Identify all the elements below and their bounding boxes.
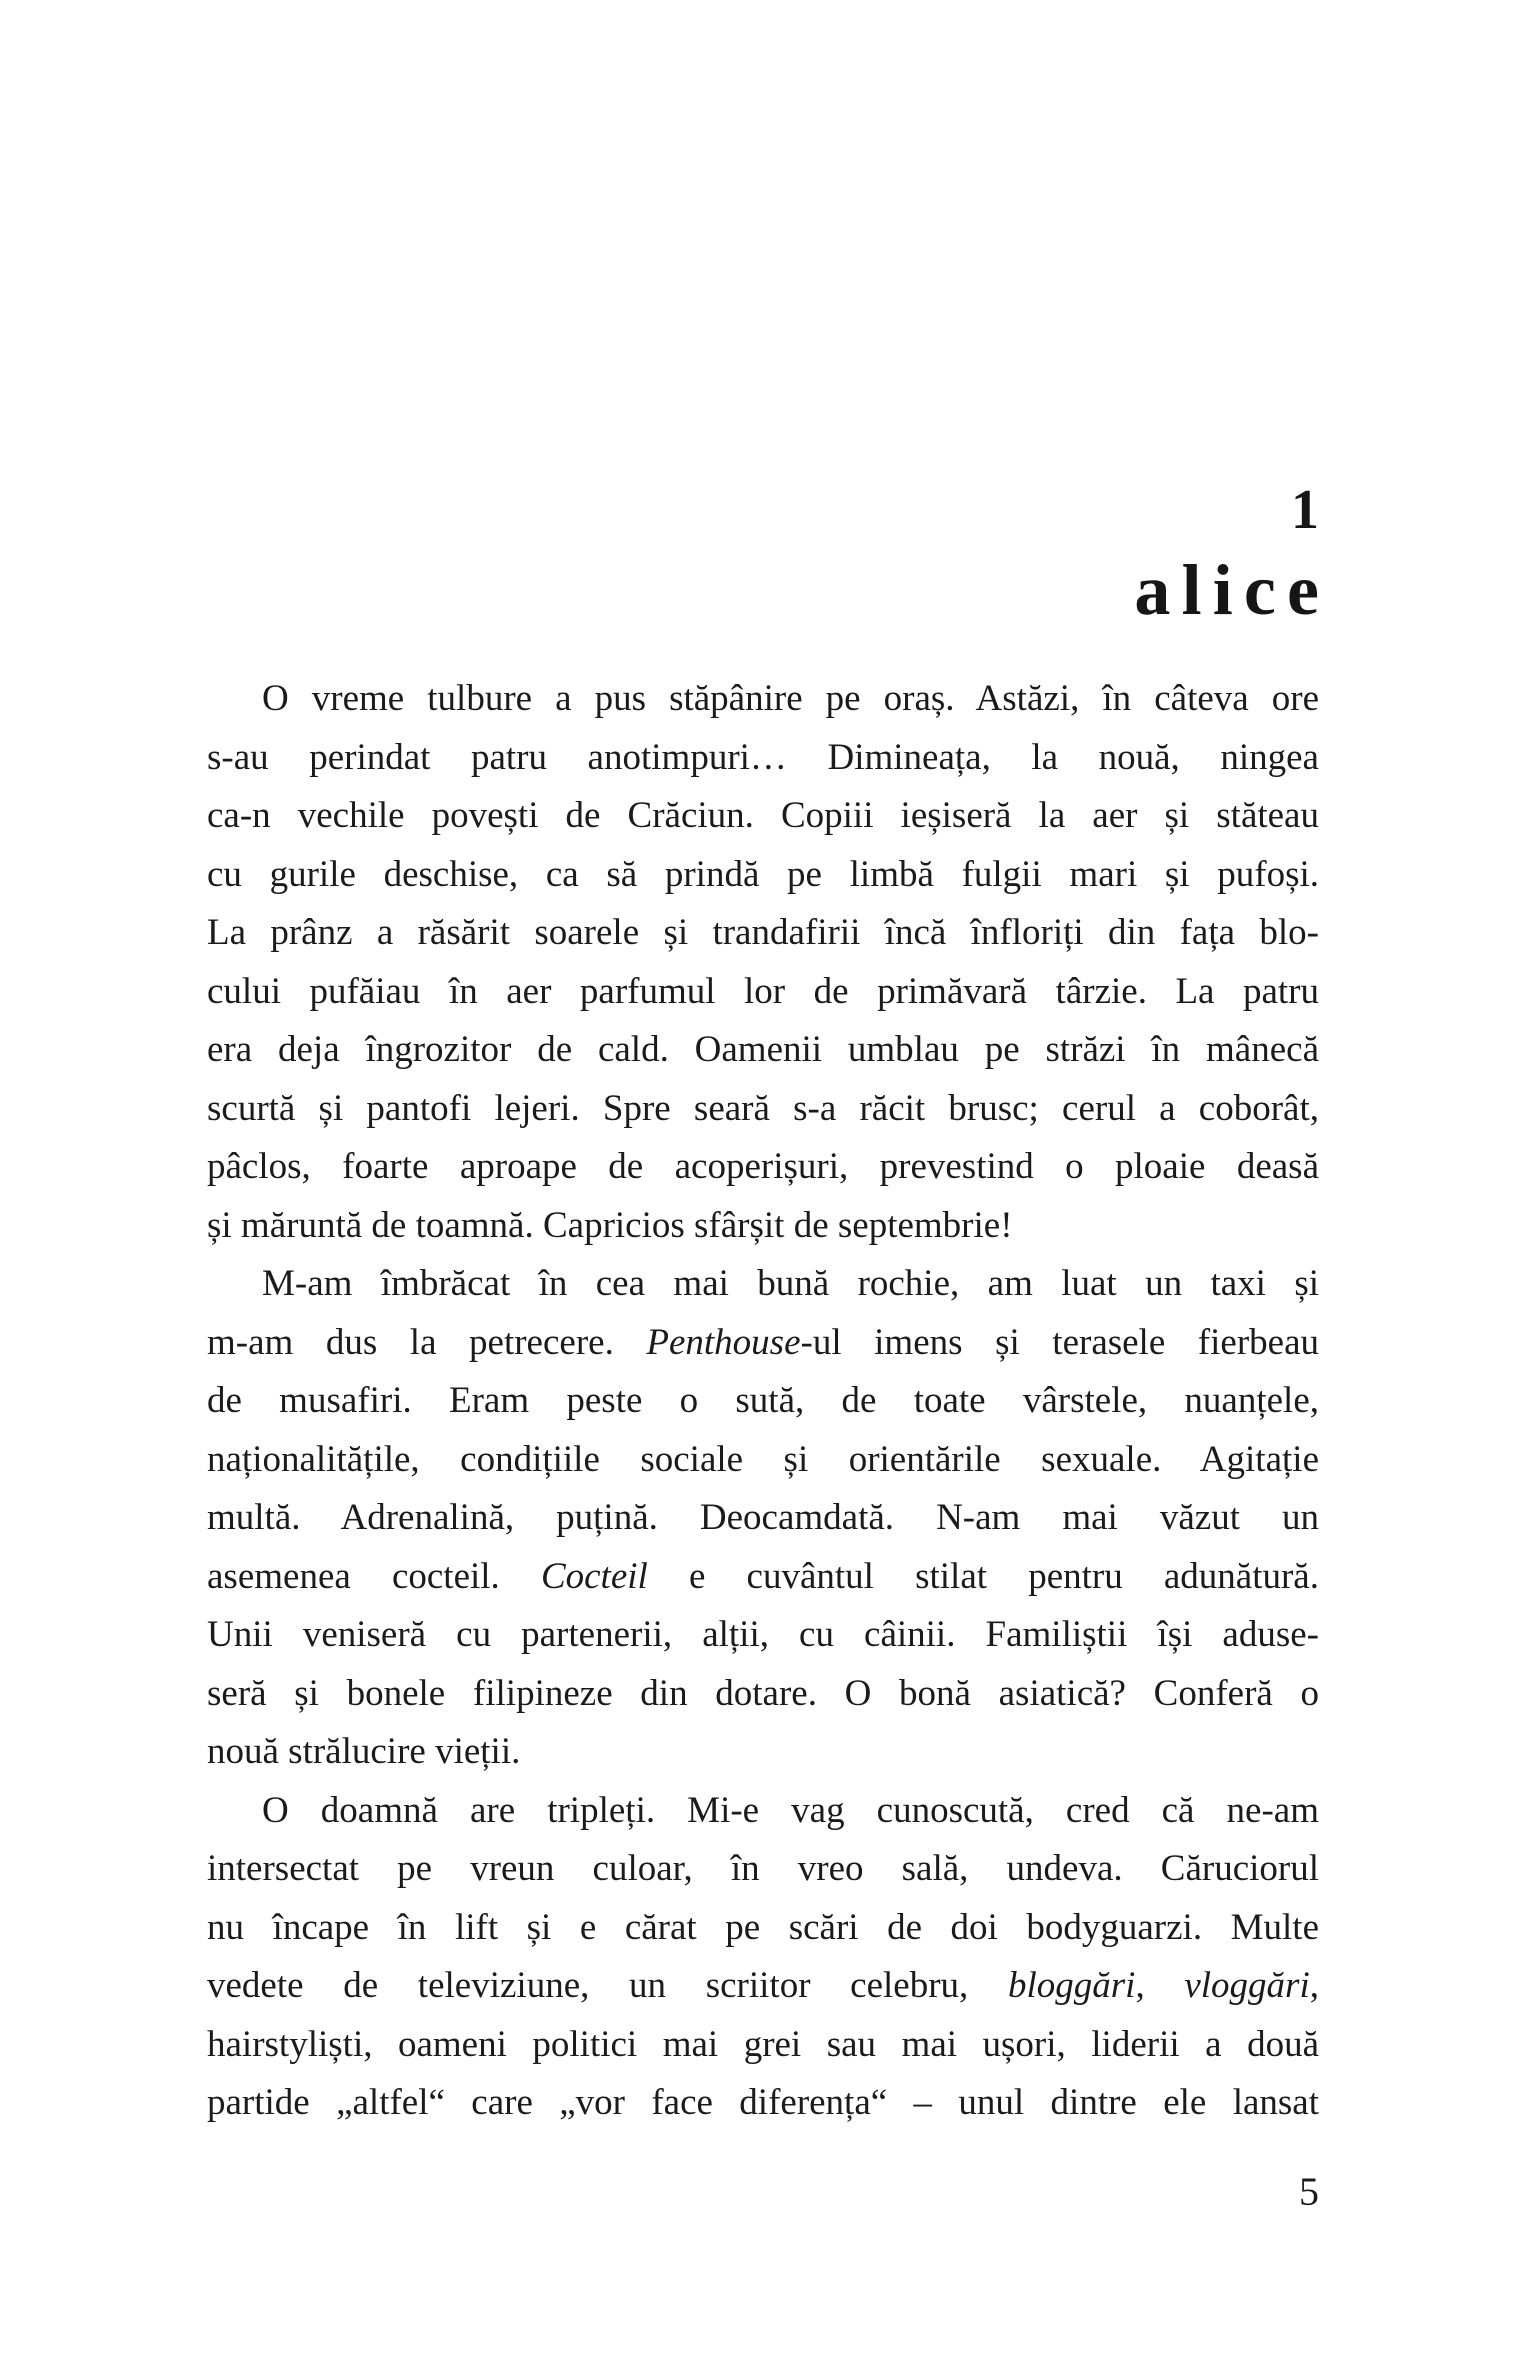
text-line xyxy=(207,787,1319,846)
text-segment: , xyxy=(1135,1965,1185,2006)
text-segment: nu încape în lift și e cărat pe scări de doi bodyguarzi. Multe xyxy=(207,1906,1319,1948)
text-line xyxy=(207,1548,1319,1607)
text-segment: e cuvântul stilat pentru adunătură. xyxy=(647,1555,1319,1597)
text-segment: Unii veniseră cu partenerii, alții, cu câinii. Familiștii își aduse- xyxy=(207,1614,1319,1655)
text-segment: asemenea cocteil. xyxy=(207,1555,541,1597)
text-line xyxy=(207,1665,1319,1724)
text-segment: hairstyliști, oameni politici mai grei sau mai ușori, liderii a două xyxy=(207,2023,1319,2065)
text-line xyxy=(207,1372,1319,1431)
page-number: 5 xyxy=(1299,2169,1319,2214)
text-segment: O vreme tulbure a pus stăpânire pe oraș. Astăzi, în câteva ore xyxy=(262,678,1319,719)
text-segment: și măruntă de toamnă. Capricios sfârșit de septembrie! xyxy=(207,1204,1013,1246)
italic-text: vloggări xyxy=(1184,1965,1310,2006)
text-line xyxy=(207,1255,1319,1314)
text-line xyxy=(207,904,1319,963)
text-line xyxy=(207,1606,1319,1665)
italic-text: Penthouse xyxy=(646,1321,801,1363)
text-segment: nouă strălucire vieții. xyxy=(207,1731,521,1772)
text-line xyxy=(207,670,1319,729)
text-segment: vedete de televiziune, un scriitor celebru, xyxy=(207,1965,1008,2006)
text-segment: M-am îmbrăcat în cea mai bună rochie, am luat un taxi și xyxy=(262,1263,1319,1304)
text-line xyxy=(207,1138,1319,1197)
text-line xyxy=(207,1899,1319,1958)
text-segment: m-am dus la petrecere. xyxy=(207,1321,647,1363)
text-line xyxy=(207,1957,1319,2016)
text-line xyxy=(207,1080,1319,1139)
text-line xyxy=(207,1723,1319,1782)
text-line xyxy=(207,2016,1319,2075)
text-segment: s-au perindat patru anotimpuri… Dimineața, la nouă, ningea xyxy=(207,736,1319,778)
text-segment: -ul imens și terasele fierbeau xyxy=(800,1321,1319,1363)
text-line xyxy=(207,1840,1319,1899)
chapter-title xyxy=(207,550,1331,630)
text-segment: scurtă și pantofi lejeri. Spre seară s-a răcit brusc; cerul a coborât, xyxy=(207,1087,1319,1129)
text-line xyxy=(207,1782,1319,1841)
text-segment: era deja îngrozitor de cald. Oamenii umblau pe străzi în mânecă xyxy=(207,1029,1319,1070)
chapter-title-text: alice xyxy=(1134,550,1331,630)
text-line xyxy=(207,1197,1319,1256)
italic-text: Cocteil xyxy=(540,1555,648,1597)
text-column xyxy=(207,0,1331,2362)
text-line xyxy=(207,729,1319,788)
text-segment: O doamnă are tripleți. Mi-e vag cunoscută, cred că ne-am xyxy=(262,1789,1319,1831)
text-segment: La prânz a răsărit soarele și trandafirii încă înfloriți din fața blo- xyxy=(207,912,1319,953)
text-line xyxy=(207,1489,1319,1548)
text-segment: seră și bonele filipineze din dotare. O bonă asiatică? Conferă o xyxy=(207,1672,1319,1714)
chapter-number: 1 xyxy=(1291,479,1319,541)
italic-text: bloggări xyxy=(1007,1965,1136,2006)
text-segment: intersectat pe vreun culoar, în vreo sală, undeva. Căruciorul xyxy=(207,1848,1319,1889)
text-line xyxy=(207,846,1319,905)
text-segment: cu gurile deschise, ca să prindă pe limbă fulgii mari și pufoși. xyxy=(207,853,1319,895)
text-line xyxy=(207,2074,1319,2133)
text-segment: ca-n vechile povești de Crăciun. Copiii ieșiseră la aer și stăteau xyxy=(207,795,1319,836)
text-segment: pâclos, foarte aproape de acoperișuri, prevestind o ploaie deasă xyxy=(207,1146,1319,1187)
text-block xyxy=(207,670,1319,2133)
text-line xyxy=(207,1431,1319,1490)
text-segment: , xyxy=(1309,1965,1319,2006)
text-segment: de musafiri. Eram peste o sută, de toate vârstele, nuanțele, xyxy=(207,1380,1319,1421)
text-line xyxy=(207,1021,1319,1080)
text-segment: multă. Adrenalină, puțină. Deocamdată. N-am mai văzut un xyxy=(207,1497,1319,1538)
text-segment: cului pufăiau în aer parfumul lor de primăvară târzie. La patru xyxy=(207,970,1319,1012)
text-segment: naționalitățile, condițiile sociale și orientările sexuale. Agitație xyxy=(207,1438,1319,1480)
text-segment: partide „altfel“ care „vor face diferența“ – unul dintre ele lansat xyxy=(207,2082,1319,2123)
text-line xyxy=(207,1314,1319,1373)
text-line xyxy=(207,963,1319,1022)
